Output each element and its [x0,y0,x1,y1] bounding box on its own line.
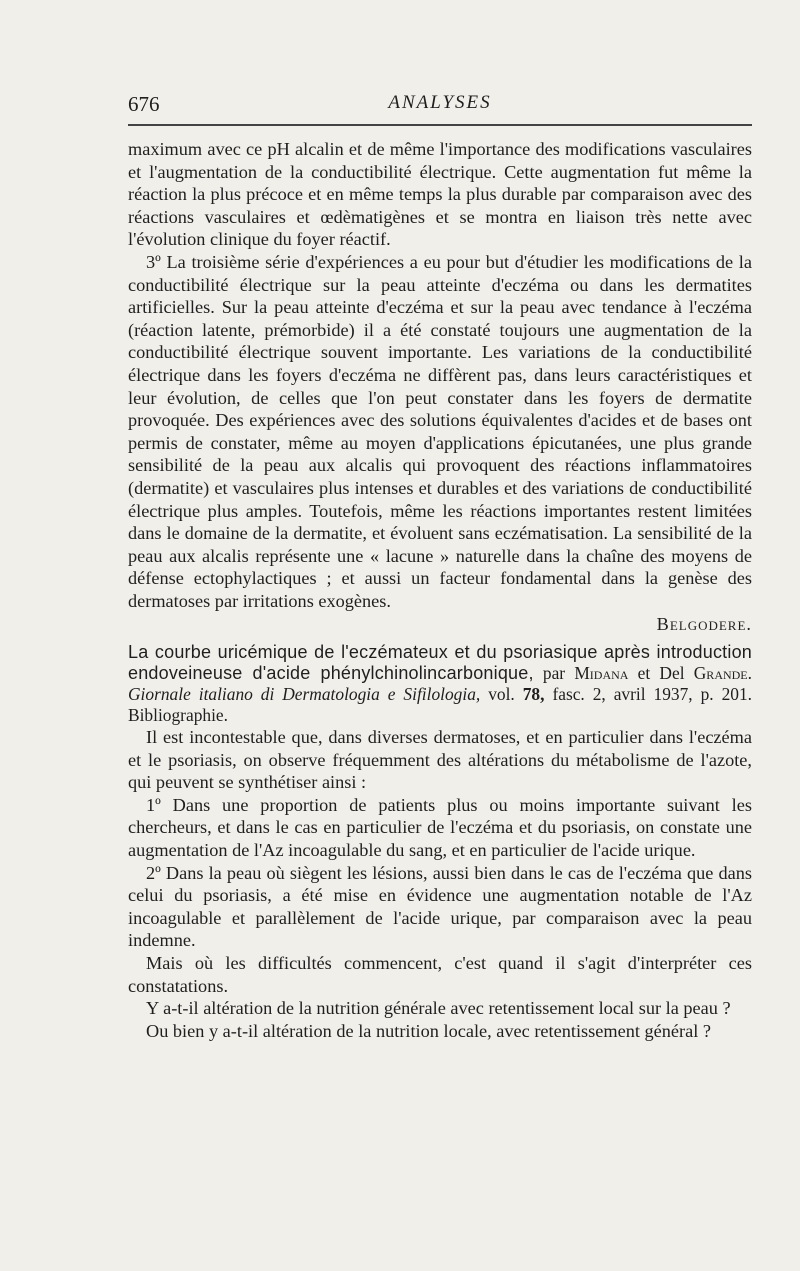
running-title: ANALYSES [388,92,492,113]
paragraph: Il est incontestable que, dans diverses dermatoses, et en particulier dans l'eczéma et le psoriasis, on observe fréquemment des altérations du métabolisme de l'azote, qui peuvent se synthétiser ainsi : [128,727,752,793]
author-name: Grande. [693,663,752,684]
author-name: Midana [574,663,629,684]
page-number: 676 [128,92,160,116]
conjunction: et Del [637,663,685,684]
paragraph: Y a-t-il altération de la nutrition générale avec retentissement local sur la peau ? [146,998,731,1019]
paragraph: maximum avec ce pH alcalin et de même l'importance des modifications vasculaires et l'augmentation de la conductibilité électrique. Cette augmentation fut même la réaction la plus précoce et en même temps la plus durable par comparaison avec des réactions vasculaires et œdèmatigènes et se montra en liaison très nette avec l'évolution clinique du foyer réactif. [128,139,752,250]
paragraph: Ou bien y a-t-il altération de la nutrition locale, avec retentissement général ? [146,1020,711,1041]
page-header [128,84,752,120]
citation-details: fasc. 2, avril 1937, p. 201. Bibliographie. [128,684,752,726]
volume-number: 78, [522,684,545,705]
article-title: La courbe uricémique de l'eczémateux et du psoriasique après introduction endoveineuse d'acide phénylchinolincarbonique, [128,642,752,684]
journal-name: Giornale italiano di Dermatologia e Sifilologia, [128,684,481,705]
paragraph: Mais où les difficultés commencent, c'est quand il s'agit d'interpréter ces constatations. [128,953,752,996]
by-word: par [542,663,566,684]
article-heading [128,642,752,726]
paragraph: 2º Dans la peau où siègent les lésions, aussi bien dans le cas de l'eczéma que dans celui du psoriasis, a été mise en évidence une augmentation notable de l'Az incoagulable et parallèlement de l'acide urique, par comparaison avec la peau indemne. [128,862,752,951]
paragraph: 3º La troisième série d'expériences a eu pour but d'étudier les modifications de la conductibilité électrique sur la peau atteinte d'eczéma ou dans les dermatites artificielles. Sur la peau atteinte d'eczéma et sur la peau avec tendance à l'eczéma (réaction latente, prémorbide) il a été constaté toujours une augmentation de la conductibilité électrique souvent importante. Les variations de la conductibilité électrique dans les foyers d'eczéma ne diffèrent pas, dans leurs caractéristiques et leur évolution, de celles que l'on peut constater dans les foyers de dermatite provoquée. Des expériences avec des solutions équivalentes d'acides et de bases ont permis de constater, même au moyen d'applications épicutanées, une plus grande sensibilité de la peau aux alcalis qui provoquent des réactions inflammatoires (dermatite) et vasculaires plus intenses et durables et des variations de conductibilité électrique plus amples. Toutefois, même les réactions importantes restent limitées dans le domaine de la dermatite, et évoluent sans eczématisation. La sensibilité de la peau aux alcalis représente une « lacune » naturelle dans la chaîne des moyens de défense ectophylactiques ; et aussi un facteur fondamental dans la genèse des dermatoses par irritations exogènes. [128,251,752,611]
page-body [128,138,752,1042]
paragraph: 1º Dans une proportion de patients plus ou moins importante suivant les chercheurs, et dans le cas en particulier de l'eczéma et du psoriasis, on constate une augmentation de l'Az incoagulable du sang, et en particulier de l'acide urique. [128,794,752,861]
header-rule [128,124,752,126]
author-signature: Belgodere. [656,614,752,635]
volume-prefix: vol. [488,684,515,705]
